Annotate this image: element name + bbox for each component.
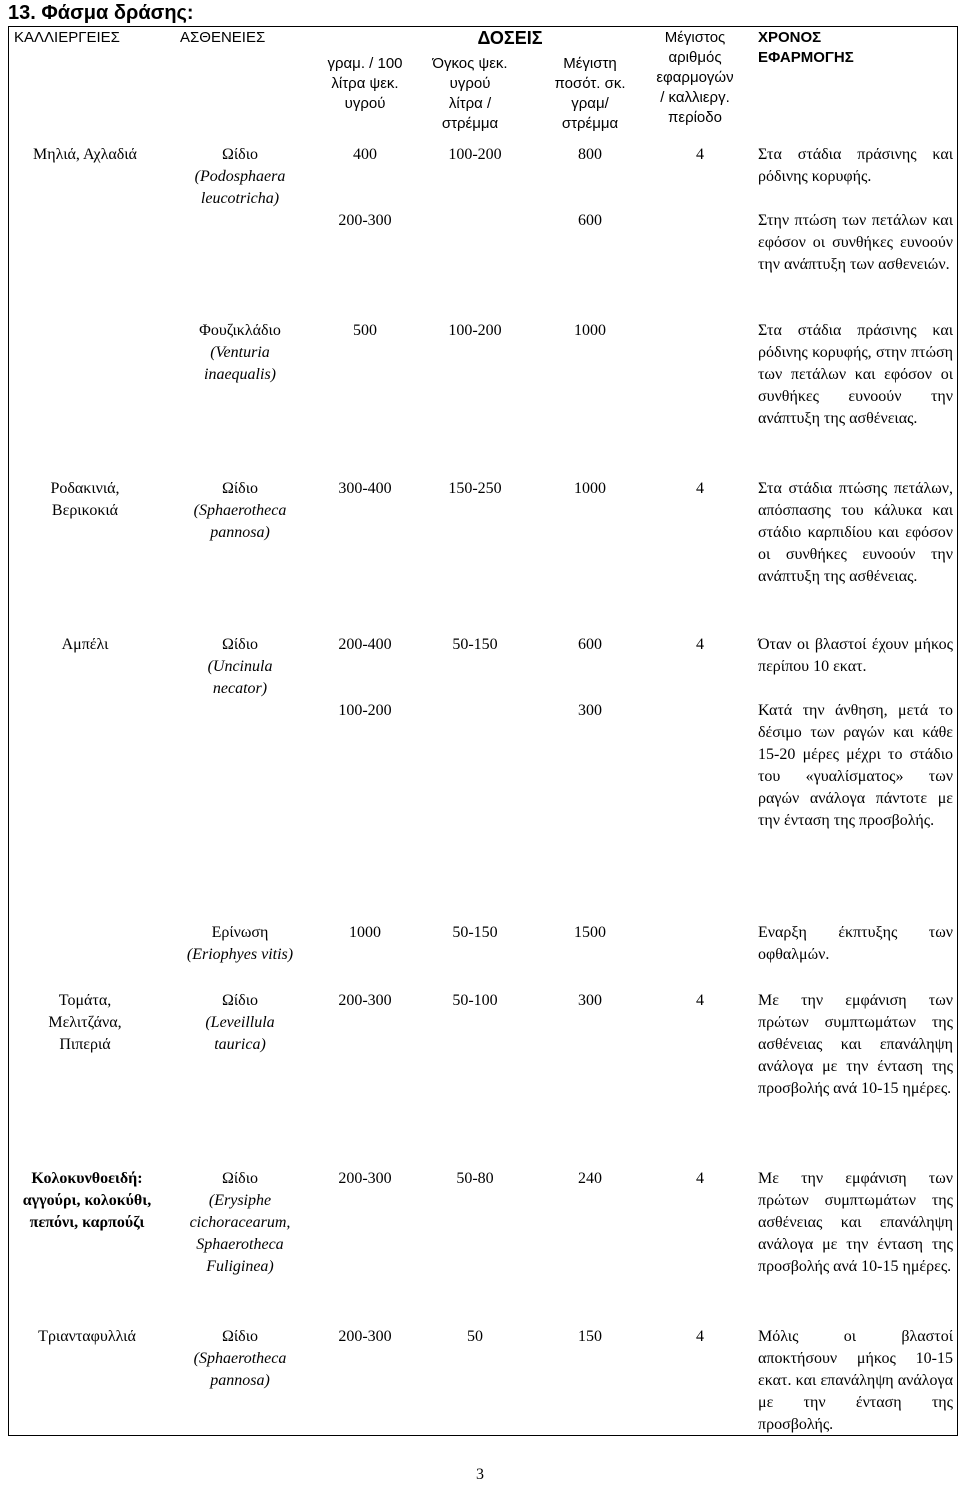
section-heading: 13. Φάσμα δράσης:	[8, 2, 194, 24]
volume-value: 50-150	[452, 924, 498, 941]
disease-name: Ωίδιο	[221, 636, 259, 653]
disease-name: Ωίδιο	[221, 1328, 259, 1345]
max-apps-value: 4	[696, 1170, 704, 1187]
header-crops: ΚΑΛΛΙΕΡΓΕΙΕΣ	[14, 29, 120, 46]
timing-text: Μόλις οι βλαστοί αποκτήσουν μήκος 10-15 εκατ. και επανάληψη ανάλογα με την ένταση της προσβολής.	[758, 1328, 953, 1433]
header-timing: ΧΡΟΝΟΣ ΕΦΑΡΜΟΓΗΣ	[758, 29, 854, 66]
dose-value: 100-200	[338, 702, 392, 719]
page-number: 3	[476, 1466, 484, 1483]
pathogen-name: (Sphaerotheca pannosa)	[193, 502, 287, 541]
dose-value: 200-300	[338, 212, 392, 229]
disease-name: Ερίνωση	[211, 924, 269, 941]
volume-value: 50-100	[452, 992, 498, 1009]
max-qty-value: 1000	[574, 322, 606, 339]
crop-cell: Κολοκυνθοειδή: αγγούρι, κολοκύθι, πεπόνι, καρπούζι	[22, 1170, 152, 1231]
disease-name: Ωίδιο	[221, 146, 259, 163]
dose-value: 300-400	[338, 480, 392, 497]
timing-text: Στην πτώση των πετάλων και εφόσον οι συνθήκες ευνοούν την ανάπτυξη των ασθενειών.	[758, 212, 953, 273]
header-max-apps: Μέγιστος αριθμός εφαρμογών / καλλιεργ. περίοδο	[656, 29, 734, 126]
volume-value: 150-250	[448, 480, 502, 497]
crop-cell: Μηλιά, Αχλαδιά	[33, 146, 137, 163]
dose-value: 200-300	[338, 992, 392, 1009]
header-doses: ΔΟΣΕΙΣ	[477, 28, 543, 48]
timing-text: Όταν οι βλαστοί έχουν μήκος περίπου 10 εκατ.	[758, 636, 953, 675]
timing-text: Στα στάδια πράσινης και ρόδινης κορυφής.	[758, 146, 953, 185]
max-qty-value: 800	[578, 146, 602, 163]
dose-value: 400	[353, 146, 377, 163]
max-qty-value: 150	[578, 1328, 602, 1345]
volume-value: 50-150	[452, 636, 498, 653]
crop-cell: Τριανταφυλλιά	[38, 1328, 136, 1345]
crop-cell: Αμπέλι	[61, 636, 109, 653]
timing-text: Στα στάδια πράσινης και ρόδινης κορυφής, στην πτώση των πετάλων και εφόσον οι συνθήκες ευνοούν την ανάπτυξη της ασθένειας.	[758, 322, 953, 427]
max-apps-value: 4	[696, 146, 704, 163]
max-qty-value: 1000	[574, 480, 606, 497]
dose-value: 1000	[349, 924, 381, 941]
disease-name: Ωίδιο	[221, 480, 259, 497]
pathogen-name: (Leveillula taurica)	[205, 1014, 275, 1053]
timing-text: Με την εμφάνιση των πρώτων συμπτωμάτων της ασθένειας και επανάληψη ανάλογα με την ένταση της προσβολής ανά 10-15 ημέρες.	[758, 992, 953, 1097]
disease-name: Φουζικλάδιο	[199, 322, 281, 339]
volume-value: 100-200	[448, 322, 502, 339]
timing-text: Εναρξη έκπτυξης των οφθαλμών.	[758, 924, 953, 963]
dose-value: 200-300	[338, 1170, 392, 1187]
dose-value: 200-300	[338, 1328, 392, 1345]
volume-value: 50-80	[456, 1170, 494, 1187]
header-g-per-100l: γραμ. / 100 λίτρα ψεκ. υγρού	[327, 55, 403, 112]
header-diseases: ΑΣΘΕΝΕΙΕΣ	[180, 29, 266, 46]
disease-name: Ωίδιο	[221, 992, 259, 1009]
max-apps-value: 4	[696, 1328, 704, 1345]
pathogen-name: (Uncinula necator)	[207, 658, 273, 697]
pathogen-name: (Erysiphe cichoracearum, Sphaerotheca Fuliginea)	[189, 1192, 291, 1275]
timing-text: Κατά την άνθηση, μετά το δέσιμο των ραγών και κάθε 15-20 μέρες μέχρι το στάδιο του «γυαλίσματος» των ραγών ανάλογα πάντοτε με την ένταση της προσβολής.	[758, 702, 953, 829]
timing-text: Με την εμφάνιση των πρώτων συμπτωμάτων της ασθένειας και επανάληψη ανάλογα με την ένταση της προσβολής ανά 10-15 ημέρες.	[758, 1170, 953, 1275]
max-apps-value: 4	[696, 992, 704, 1009]
pathogen-name: (Eriophyes vitis)	[186, 946, 294, 963]
dose-value: 500	[353, 322, 377, 339]
header-volume: Όγκος ψεκ. υγρού λίτρα / στρέμμα	[432, 55, 508, 132]
dose-value: 200-400	[338, 636, 392, 653]
crop-cell: Τομάτα, Μελιτζάνα, Πιπεριά	[48, 992, 122, 1053]
timing-text: Στα στάδια πτώσης πετάλων, απόσπασης του κάλυκα και στάδιο καρπιδίου και εφόσον οι συνθήκες ευνοούν την ανάπτυξη της ασθένειας.	[758, 480, 953, 585]
max-apps-value: 4	[696, 480, 704, 497]
max-qty-value: 300	[578, 992, 602, 1009]
volume-value: 50	[467, 1328, 483, 1345]
disease-name: Ωίδιο	[221, 1170, 259, 1187]
max-qty-value: 600	[578, 636, 602, 653]
max-qty-value: 1500	[574, 924, 606, 941]
max-qty-value: 600	[578, 212, 602, 229]
header-max-qty: Μέγιστη ποσότ. σκ. γραμ/ στρέμμα	[554, 55, 626, 132]
volume-value: 100-200	[448, 146, 502, 163]
pathogen-name: (Podosphaera leucotricha)	[194, 168, 286, 207]
pathogen-name: (Venturia inaequalis)	[204, 344, 276, 383]
crop-cell: Ροδακινιά, Βερικοκιά	[50, 480, 120, 519]
max-qty-value: 240	[578, 1170, 602, 1187]
max-apps-value: 4	[696, 636, 704, 653]
pathogen-name: (Sphaerotheca pannosa)	[193, 1350, 287, 1389]
max-qty-value: 300	[578, 702, 602, 719]
